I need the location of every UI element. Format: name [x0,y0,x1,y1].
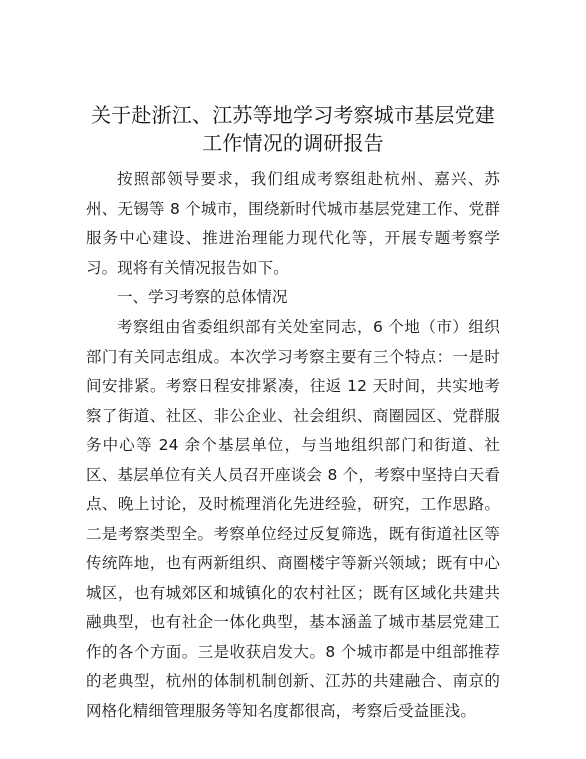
title-line-1: 关于赴浙江、江苏等地学习考察城市基层党建 [91,103,495,127]
intro-paragraph: 按照部领导要求，我们组成考察组赴杭州、嘉兴、苏州、无锡等 8 个城市，围绕新时代城市基层党建工作、党群服务中心建设、推进治理能力现代化等，开展专题考察学习。现将有关情况报告如下。 [86,170,500,277]
title-line-2: 工作情况的调研报告 [202,131,384,155]
section-1-body [86,313,500,726]
section-1-paragraph: 考察组由省委组织部有关处室同志，6 个地（市）组织部门有关同志组成。本次学习考察主要有三个特点：一是时间安排紧。考察日程安排紧凑，往返 12 天时间，共实地考察了街道、社区、非公企业、社会组织、商圈园区、党群服务中心等 24 余个基层单位，与当地组织部门和街道、社区、基层单位有关人员召开座谈会 8 个，考察中坚持白天看点、晚上讨论，及时梳理消化先进经验，研究，工作思路。二是考察类型全。考察单位经过反复筛选，既有街道社区等传统阵地，也有两新组织、商圈楼宇等新兴领域；既有中心城区，也有城郊区和城镇化的农村社区；既有区域化共建共融典型，也有社企一体化典型，基本涵盖了城市基层党建工作的各个方面。三是收获启发大。8 个城市都是中组部推荐的老典型，杭州的体制机制创新、江苏的共建融合、南京的网格化精细管理服务等知名度都很高，考察后受益匪浅。 [86,318,500,720]
document-title [80,101,506,157]
section-1-heading: 一、学习考察的总体情况 [117,288,288,306]
intro-section [86,165,500,283]
